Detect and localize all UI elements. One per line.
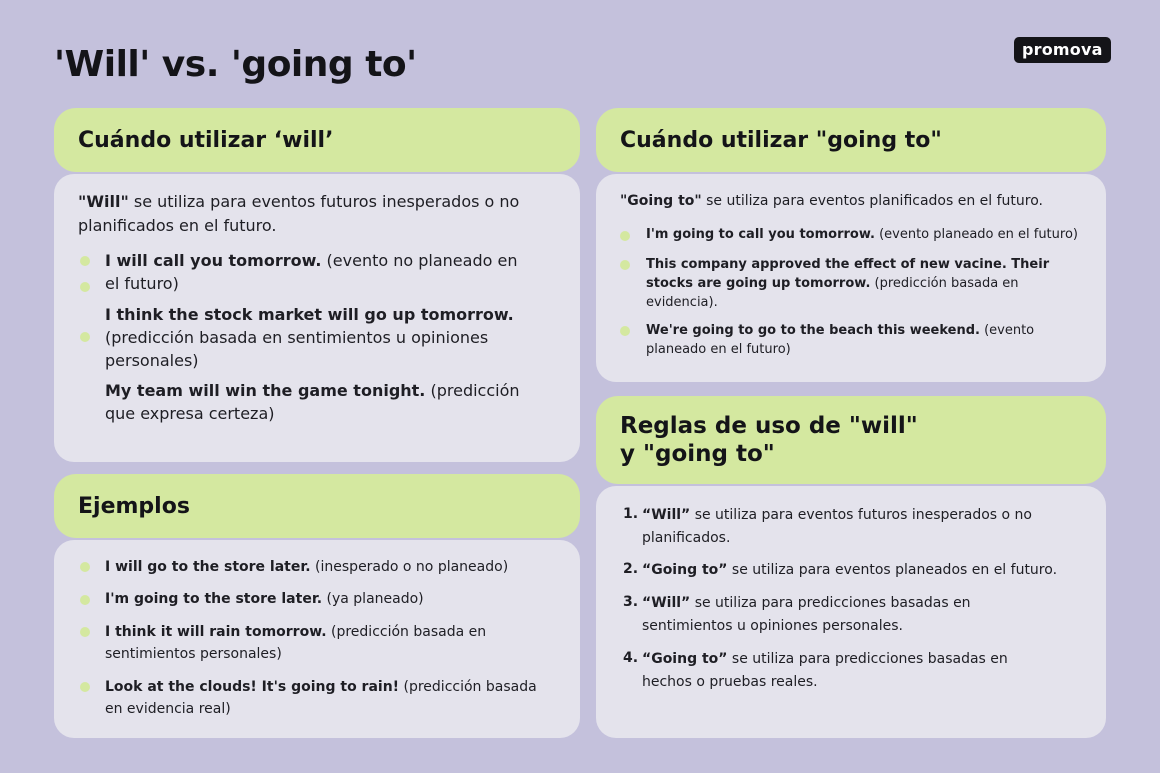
will-item-1 (105, 249, 525, 295)
bullet-icon (80, 595, 90, 605)
rule-item-2 (642, 559, 1082, 582)
going-to-item-3-rest: (evento planeado en el futuro) (646, 323, 1035, 357)
going-to-intro-bold: "Going to" (620, 193, 702, 209)
ejemplos-item-3 (105, 621, 505, 665)
ejemplos-heading-text: Ejemplos (78, 493, 190, 519)
bullet-icon (620, 231, 630, 241)
will-item-2-bold: I think the stock market will go up tomorrow. (105, 305, 514, 324)
will-item-2-rest: (predicción basada en sentimientos u opiniones personales) (105, 328, 489, 370)
rules-heading-line-2: y "going to" (620, 441, 775, 467)
bullet-icon (80, 682, 90, 692)
will-intro-bold: "Will" (78, 192, 129, 211)
rule-item-2-rest: se utiliza para eventos planeados en el futuro. (727, 562, 1058, 578)
will-item-3-bold: My team will win the game tonight. (105, 381, 426, 400)
going-to-intro-rest: se utiliza para eventos planificados en el futuro. (701, 193, 1044, 209)
will-item-1-bold: I will call you tomorrow. (105, 251, 322, 270)
going-to-item-1-rest: (evento planeado en el futuro) (874, 227, 1078, 242)
bullet-icon (80, 562, 90, 572)
rules-section-card (596, 486, 1106, 738)
rules-section-heading (596, 396, 1106, 484)
ejemplos-item-1-bold: I will go to the store later. (105, 559, 311, 575)
ejemplos-section-heading (54, 474, 580, 538)
bullet-icon (620, 260, 630, 270)
rule-item-3 (642, 592, 1022, 638)
going-to-section-heading (596, 108, 1106, 172)
will-item-2 (105, 303, 525, 372)
going-to-item-2-rest: (predicción basada en evidencia). (646, 276, 1019, 310)
will-heading-text: Cuándo utilizar ‘will’ (78, 127, 334, 153)
will-item-3 (105, 379, 535, 425)
going-to-item-1-bold: I'm going to call you tomorrow. (646, 227, 875, 242)
going-to-item-1 (646, 225, 1091, 244)
rule-item-1 (642, 504, 1062, 550)
rule-item-2-bold: “Going to” (642, 562, 728, 578)
going-to-item-2 (646, 255, 1066, 312)
going-to-item-3 (646, 321, 1066, 359)
rule-item-4-rest: se utiliza para predicciones basadas en hechos o pruebas reales. (642, 651, 1008, 690)
bullet-icon (80, 332, 90, 342)
ejemplos-item-1 (105, 556, 545, 578)
ejemplos-item-2-rest: (ya planeado) (322, 591, 424, 607)
will-intro-rest: se utiliza para eventos futuros inesperados o no planificados en el futuro. (78, 192, 520, 235)
going-to-intro (620, 190, 1090, 212)
going-to-item-2-bold: This company approved the effect of new vacine. Their stocks are going up tomorrow. (646, 257, 1050, 291)
will-intro (78, 190, 538, 238)
promova-logo: promova (1014, 37, 1111, 63)
going-to-section-card (596, 174, 1106, 382)
will-item-1-rest: (evento no planeado en el futuro) (105, 251, 518, 293)
rule-number-4: 4. (623, 650, 639, 666)
ejemplos-section-card (54, 540, 580, 738)
rules-heading-line-1: Reglas de uso de "will" (620, 413, 918, 439)
rule-item-4-bold: “Going to” (642, 651, 728, 667)
bullet-icon (80, 282, 90, 292)
ejemplos-item-4-rest: (predicción basada en evidencia real) (105, 679, 537, 717)
ejemplos-item-1-rest: (inesperado o no planeado) (310, 559, 509, 575)
rule-number-3: 3. (623, 594, 639, 610)
page-title: 'Will' vs. 'going to' (54, 44, 417, 85)
rule-number-1: 1. (623, 506, 639, 522)
ejemplos-item-3-bold: I think it will rain tomorrow. (105, 624, 327, 640)
bullet-icon (80, 256, 90, 266)
rule-item-1-rest: se utiliza para eventos futuros inesperados o no planificados. (642, 507, 1032, 546)
ejemplos-item-2 (105, 588, 545, 610)
rule-item-3-bold: “Will” (642, 595, 691, 611)
will-item-3-rest: (predicción que expresa certeza) (105, 381, 520, 423)
ejemplos-item-4-bold: Look at the clouds! It's going to rain! (105, 679, 400, 695)
ejemplos-item-2-bold: I'm going to the store later. (105, 591, 323, 607)
bullet-icon (80, 627, 90, 637)
rule-item-4 (642, 648, 1022, 694)
rule-item-3-rest: se utiliza para predicciones basadas en sentimientos u opiniones personales. (642, 595, 971, 634)
ejemplos-item-3-rest: (predicción basada en sentimientos personales) (105, 624, 487, 662)
ejemplos-item-4 (105, 676, 545, 720)
bullet-icon (620, 326, 630, 336)
rule-number-2: 2. (623, 561, 639, 577)
going-to-item-3-bold: We're going to go to the beach this weekend. (646, 323, 980, 338)
will-section-heading (54, 108, 580, 172)
rule-item-1-bold: “Will” (642, 507, 691, 523)
will-section-card (54, 174, 580, 462)
going-to-heading-text: Cuándo utilizar "going to" (620, 127, 942, 153)
